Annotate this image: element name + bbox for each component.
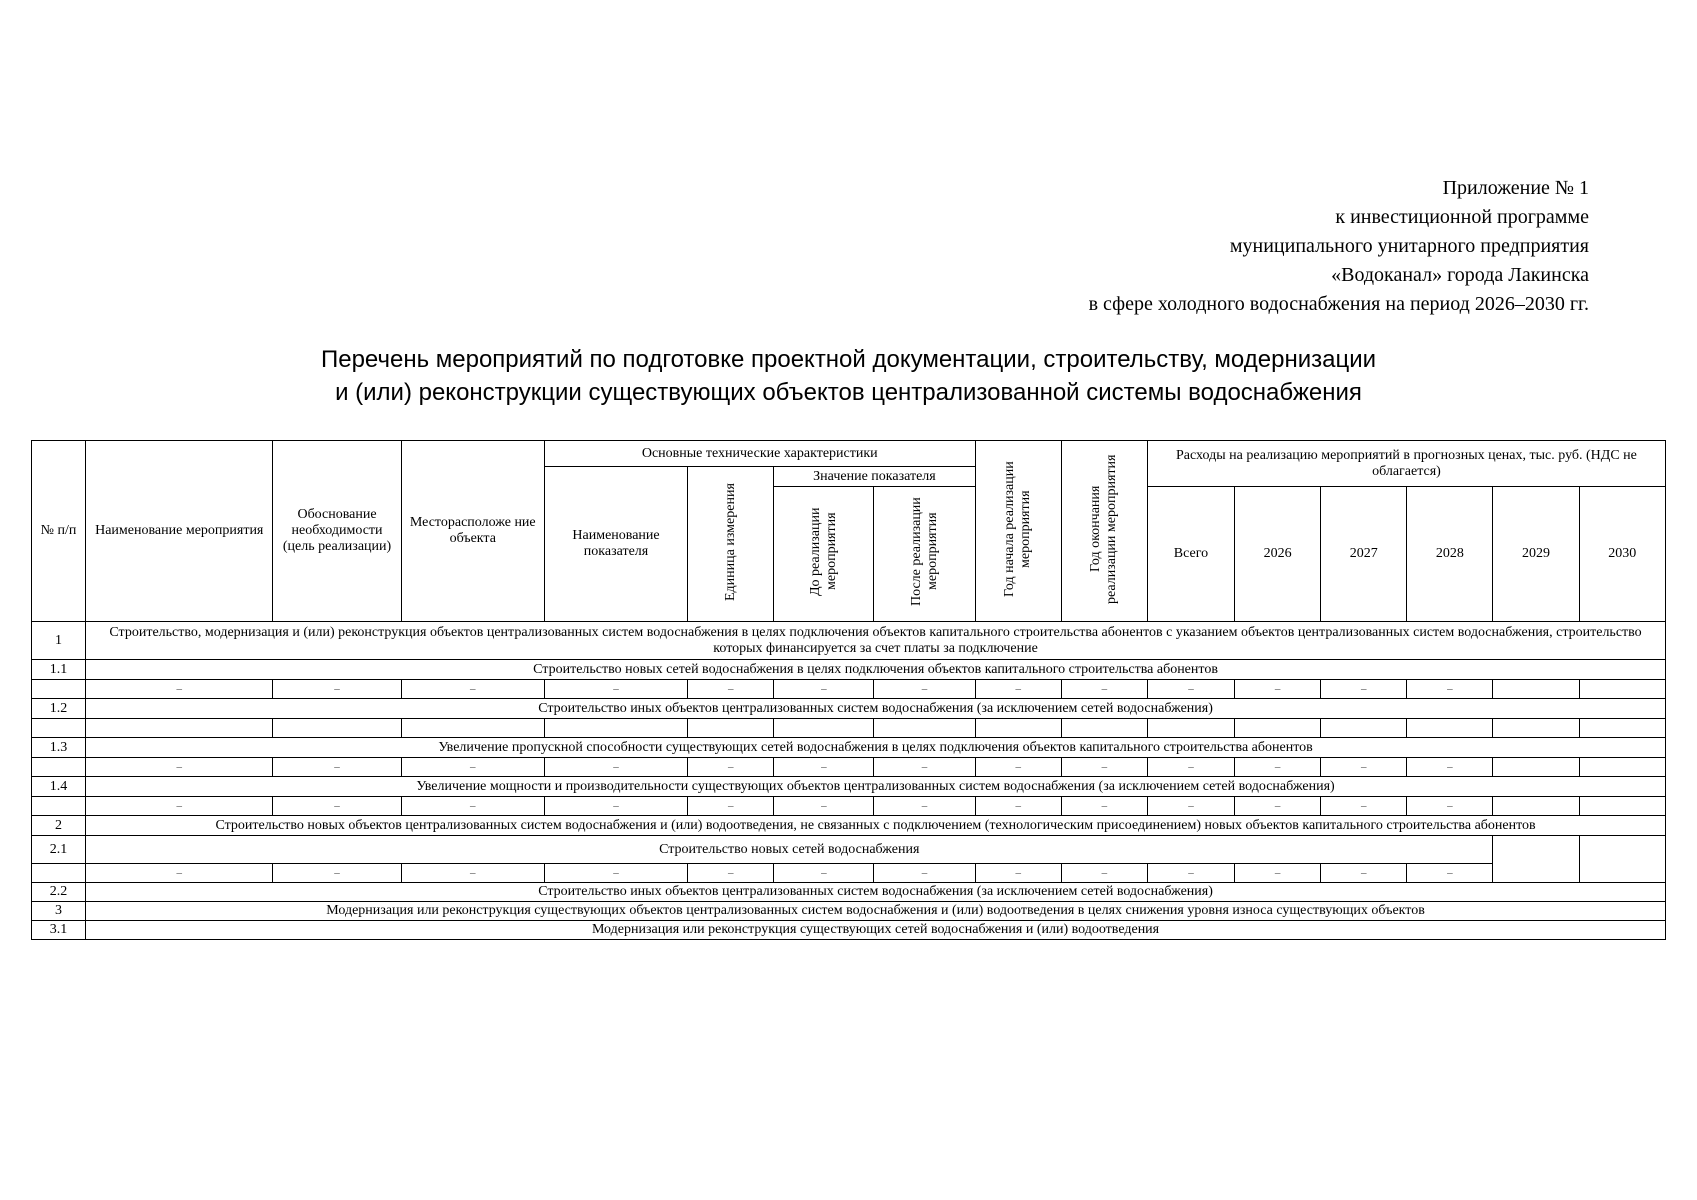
header-tech: Основные технические характеристики — [544, 441, 975, 467]
header-costs: Расходы на реализацию мероприятий в прогнозных ценах, тыс. руб. (НДС не облагается) — [1147, 441, 1665, 487]
dash-cell: – — [1321, 864, 1407, 883]
dash-cell: – — [975, 797, 1061, 816]
dash-cell: – — [86, 758, 273, 777]
row-title: Увеличение пропускной способности существующих сетей водоснабжения в целях подключения объектов капитального строительства абонентов — [86, 738, 1666, 758]
dash-cell: – — [544, 758, 687, 777]
appendix-block — [1089, 174, 1589, 319]
empty-cell — [1493, 797, 1579, 816]
empty-cell — [32, 864, 86, 883]
dash-cell: – — [1407, 758, 1493, 777]
dash-cell: – — [1235, 864, 1321, 883]
empty-cell — [273, 719, 401, 738]
row-title: Строительство, модернизация и (или) реконструкция объектов централизованных систем водоснабжения в целях подключения объектов капитального строительства абонентов с указанием объектов централизованных систем водоснабжения, строительство которых финансируется за счет платы за подключение — [86, 622, 1666, 660]
row-number: 3.1 — [32, 921, 86, 940]
document-title-line: Перечень мероприятий по подготовке проектной документации, строительству, модернизации — [320, 346, 1377, 373]
header-before-text: До реализации мероприятия — [807, 507, 839, 596]
row-title: Строительство иных объектов централизованных систем водоснабжения (за исключением сетей водоснабжения) — [86, 883, 1666, 902]
empty-cell — [1493, 680, 1579, 699]
dash-row — [32, 758, 1666, 777]
dash-cell: – — [401, 797, 544, 816]
dash-cell: – — [874, 680, 975, 699]
header-after-text: После реализации мероприятия — [908, 497, 940, 606]
dash-cell: – — [688, 680, 774, 699]
row-number: 1.3 — [32, 738, 86, 758]
header-year-end-text: Год окончания реализации мероприятия — [1088, 453, 1120, 604]
empty-cell — [975, 719, 1061, 738]
dash-cell: – — [688, 864, 774, 883]
row-number: 1.2 — [32, 699, 86, 719]
dash-cell: – — [273, 758, 401, 777]
document-title — [0, 343, 1697, 409]
header-unit-text: Единица измерения — [722, 482, 738, 601]
header-after — [874, 487, 975, 622]
empty-cell — [874, 719, 975, 738]
row-number: 2.2 — [32, 883, 86, 902]
row-title: Строительство иных объектов централизованных систем водоснабжения (за исключением сетей водоснабжения) — [86, 699, 1666, 719]
table-row — [32, 883, 1666, 902]
header-before — [774, 487, 874, 622]
dash-cell: – — [1147, 680, 1234, 699]
appendix-line: «Водоканал» города Лакинска — [1331, 264, 1589, 286]
dash-cell: – — [688, 758, 774, 777]
row-title: Строительство новых объектов централизованных систем водоснабжения и (или) водоотведения, не связанных с подключением (технологическим присоединением) новых объектов капитального строительства абонентов — [86, 816, 1666, 836]
table-row — [32, 699, 1666, 719]
empty-cell — [32, 797, 86, 816]
empty-cell — [86, 719, 273, 738]
header-year-start-text: Год начала реализации мероприятия — [1002, 460, 1034, 597]
dash-cell: – — [544, 864, 687, 883]
row-title: Строительство новых сетей водоснабжения в целях подключения объектов капитального строительства абонентов — [86, 660, 1666, 680]
empty-cell — [688, 719, 774, 738]
row-title: Модернизация или реконструкция существующих сетей водоснабжения и (или) водоотведения — [86, 921, 1666, 940]
empty-cell — [1579, 836, 1665, 883]
row-number: 1 — [32, 622, 86, 660]
dash-cell: – — [544, 680, 687, 699]
header-name: Наименование мероприятия — [86, 441, 273, 622]
dash-cell: – — [1321, 680, 1407, 699]
dash-cell: – — [401, 864, 544, 883]
header-year-2026: 2026 — [1235, 487, 1321, 622]
dash-row — [32, 864, 1666, 883]
dash-cell: – — [1235, 758, 1321, 777]
empty-cell — [1579, 719, 1665, 738]
row-title: Строительство новых сетей водоснабжения — [86, 836, 1493, 864]
dash-cell: – — [1147, 797, 1234, 816]
dash-cell: – — [1321, 797, 1407, 816]
dash-cell: – — [874, 864, 975, 883]
empty-cell — [1407, 719, 1493, 738]
table-row — [32, 777, 1666, 797]
empty-cell — [1147, 719, 1234, 738]
header-indicator-name: Наименование показателя — [544, 467, 687, 622]
row-number: 2.1 — [32, 836, 86, 864]
header-year-2030: 2030 — [1579, 487, 1665, 622]
empty-cell — [32, 758, 86, 777]
measures-table — [31, 440, 1666, 940]
dash-row — [32, 680, 1666, 699]
table-row — [32, 902, 1666, 921]
header-indicator-value: Значение показателя — [774, 467, 975, 487]
appendix-line: в сфере холодного водоснабжения на период 2026–2030 гг. — [1088, 293, 1589, 315]
row-title: Модернизация или реконструкция существующих объектов централизованных систем водоснабжения и (или) водоотведения в целях снижения уровня износа существующих объектов — [86, 902, 1666, 921]
empty-cell — [32, 680, 86, 699]
header-location: Месторасположе ние объекта — [401, 441, 544, 622]
dash-cell: – — [1407, 864, 1493, 883]
empty-cell — [32, 719, 86, 738]
dash-cell: – — [774, 758, 874, 777]
dash-cell: – — [1235, 797, 1321, 816]
dash-cell: – — [1407, 797, 1493, 816]
empty-cell — [1493, 836, 1579, 883]
dash-cell: – — [86, 797, 273, 816]
dash-cell: – — [874, 797, 975, 816]
dash-cell: – — [1061, 680, 1147, 699]
empty-cell — [401, 719, 544, 738]
dash-cell: – — [86, 680, 273, 699]
dash-cell: – — [774, 680, 874, 699]
header-year-2027: 2027 — [1321, 487, 1407, 622]
appendix-line: к инвестиционной программе — [1335, 206, 1589, 228]
dash-cell: – — [401, 680, 544, 699]
row-title: Увеличение мощности и производительности существующих объектов централизованных систем водоснабжения (за исключением сетей водоснабжения) — [86, 777, 1666, 797]
header-unit — [688, 467, 774, 622]
table-row — [32, 836, 1666, 864]
table-row — [32, 816, 1666, 836]
table-row — [32, 738, 1666, 758]
table-row — [32, 660, 1666, 680]
dash-cell: – — [1321, 758, 1407, 777]
empty-cell — [1493, 758, 1579, 777]
dash-row — [32, 797, 1666, 816]
row-number: 3 — [32, 902, 86, 921]
table-row — [32, 622, 1666, 660]
empty-cell — [774, 719, 874, 738]
row-number: 1.1 — [32, 660, 86, 680]
header-justification: Обоснование необходимости (цель реализации) — [273, 441, 401, 622]
empty-cell — [1235, 719, 1321, 738]
empty-cell — [1061, 719, 1147, 738]
dash-cell: – — [1147, 758, 1234, 777]
empty-cell — [1579, 680, 1665, 699]
header-year-end — [1061, 441, 1147, 622]
header-num: № п/п — [32, 441, 86, 622]
dash-cell: – — [401, 758, 544, 777]
empty-cell — [1579, 797, 1665, 816]
empty-cell — [544, 719, 687, 738]
dash-cell: – — [273, 797, 401, 816]
dash-cell: – — [774, 864, 874, 883]
dash-cell: – — [688, 797, 774, 816]
document-title-line: и (или) реконструкции существующих объектов централизованной системы водоснабжения — [335, 379, 1362, 406]
dash-cell: – — [1235, 680, 1321, 699]
table-row — [32, 921, 1666, 940]
row-number: 1.4 — [32, 777, 86, 797]
appendix-line: муниципального унитарного предприятия — [1229, 235, 1589, 257]
empty-row — [32, 719, 1666, 738]
dash-cell: – — [1147, 864, 1234, 883]
header-total: Всего — [1147, 487, 1234, 622]
dash-cell: – — [273, 864, 401, 883]
dash-cell: – — [86, 864, 273, 883]
dash-cell: – — [1061, 864, 1147, 883]
dash-cell: – — [774, 797, 874, 816]
dash-cell: – — [273, 680, 401, 699]
dash-cell: – — [1061, 758, 1147, 777]
header-year-start — [975, 441, 1061, 622]
empty-cell — [1321, 719, 1407, 738]
dash-cell: – — [1061, 797, 1147, 816]
header-year-2028: 2028 — [1407, 487, 1493, 622]
dash-cell: – — [975, 758, 1061, 777]
appendix-line: Приложение № 1 — [1442, 177, 1589, 199]
row-number: 2 — [32, 816, 86, 836]
empty-cell — [1579, 758, 1665, 777]
empty-cell — [1493, 719, 1579, 738]
header-year-2029: 2029 — [1493, 487, 1579, 622]
dash-cell: – — [975, 864, 1061, 883]
dash-cell: – — [1407, 680, 1493, 699]
dash-cell: – — [874, 758, 975, 777]
dash-cell: – — [975, 680, 1061, 699]
dash-cell: – — [544, 797, 687, 816]
